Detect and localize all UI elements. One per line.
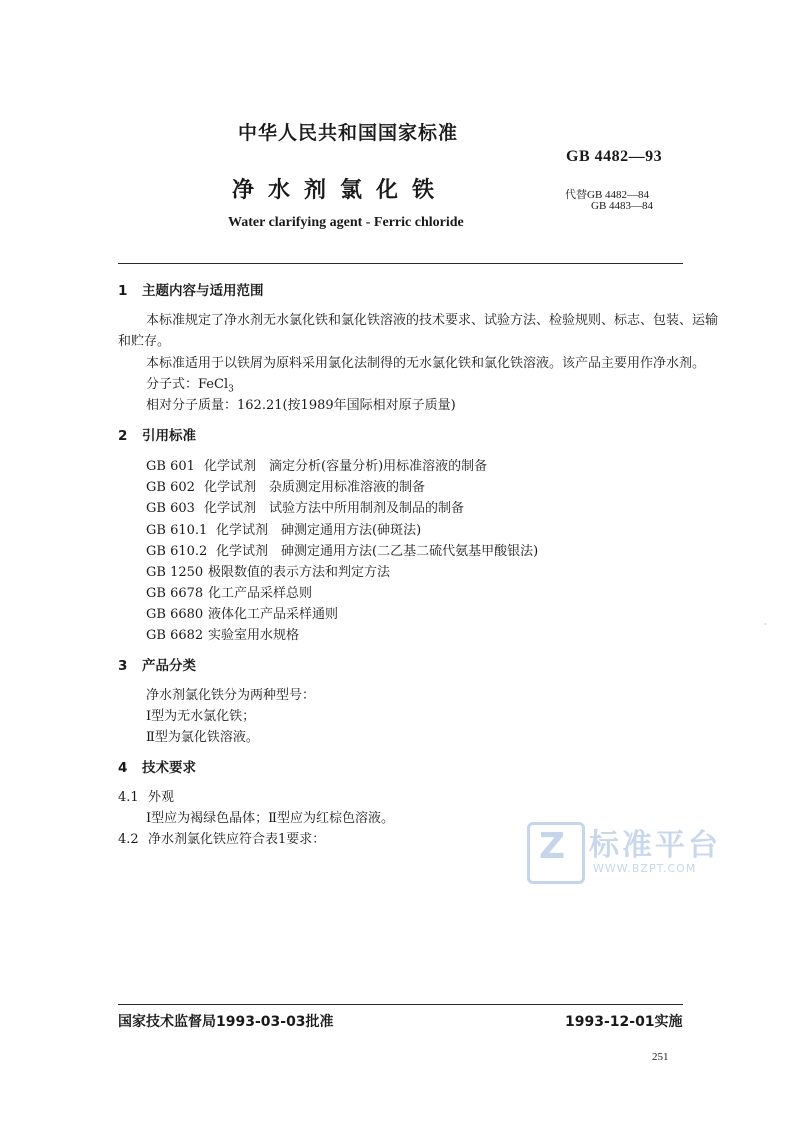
section-4-1-title: 外观 bbox=[148, 790, 175, 805]
formula-label: 分子式：FeCl bbox=[146, 377, 229, 392]
section-1-title: 主题内容与适用范围 bbox=[142, 283, 264, 299]
reference-code: GB 610.2 bbox=[146, 544, 208, 559]
page-number: 251 bbox=[652, 1051, 669, 1063]
section-4-2-line bbox=[118, 828, 325, 847]
section-2-number: 2 bbox=[118, 428, 128, 444]
section-3-paragraph-1: 净水剂氯化铁分为两种型号： bbox=[146, 688, 316, 703]
section-4-2-text: 净水剂氯化铁应符合表1要求： bbox=[148, 832, 326, 847]
top-divider bbox=[118, 263, 683, 264]
section-4-heading bbox=[118, 756, 196, 776]
reference-code: GB 1250 bbox=[146, 565, 204, 580]
watermark-letter: Z bbox=[539, 826, 566, 867]
reference-item bbox=[146, 519, 421, 538]
reference-code: GB 602 bbox=[146, 480, 195, 495]
watermark-text: 标准平台 bbox=[589, 828, 721, 863]
reference-text: 化学试剂 试验方法中所用制剂及制品的制备 bbox=[204, 501, 465, 516]
reference-item bbox=[146, 476, 425, 495]
approval-line: 国家技术监督局1993-03-03批准 bbox=[118, 1014, 334, 1030]
watermark-url: WWW.BZPT.COM bbox=[593, 862, 697, 875]
standard-code: GB 4482—93 bbox=[566, 148, 663, 165]
reference-text: 极限数值的表示方法和判定方法 bbox=[208, 565, 391, 580]
reference-item bbox=[146, 455, 487, 474]
section-3-number: 3 bbox=[118, 658, 128, 674]
reference-text: 化工产品采样总则 bbox=[208, 586, 313, 601]
reference-text: 化学试剂 砷测定通用方法(二乙基二硫代氨基甲酸银法) bbox=[216, 544, 539, 559]
formula-subscript: 3 bbox=[228, 384, 234, 395]
reference-text: 液体化工产品采样通则 bbox=[208, 607, 339, 622]
reference-text: 化学试剂 滴定分析(容量分析)用标准溶液的制备 bbox=[204, 459, 488, 474]
section-4-number: 4 bbox=[118, 760, 128, 776]
section-2-title: 引用标准 bbox=[142, 428, 196, 444]
reference-code: GB 610.1 bbox=[146, 523, 208, 538]
reference-item bbox=[146, 497, 464, 516]
molecular-mass: 相对分子质量：162.21(按1989年国际相对原子质量) bbox=[146, 398, 456, 413]
reference-code: GB 6682 bbox=[146, 628, 204, 643]
bottom-divider bbox=[118, 1004, 683, 1005]
section-4-1-text: Ⅰ型应为褐绿色晶体；Ⅱ型应为红棕色溶液。 bbox=[146, 811, 394, 826]
reference-code: GB 6680 bbox=[146, 607, 204, 622]
reference-item bbox=[146, 624, 299, 643]
section-4-2-number: 4.2 bbox=[118, 832, 139, 847]
reference-code: GB 6678 bbox=[146, 586, 204, 601]
section-4-1-heading bbox=[118, 786, 174, 805]
reference-item bbox=[146, 603, 338, 622]
section-1-paragraph-1a: 本标准规定了净水剂无水氯化铁和氯化铁溶液的技术要求、试验方法、检验规则、标志、包装、运输 bbox=[146, 313, 719, 328]
replaces-line-1: 代替GB 4482—84 bbox=[565, 189, 650, 201]
implementation-line: 1993-12-01实施 bbox=[565, 1014, 683, 1030]
reference-item bbox=[146, 561, 390, 580]
section-3-paragraph-2: Ⅰ型为无水氯化铁； bbox=[146, 709, 256, 724]
molecular-formula bbox=[146, 373, 234, 395]
section-1-paragraph-1b: 和贮存。 bbox=[118, 334, 171, 349]
section-3-heading bbox=[118, 654, 196, 674]
title-chinese: 净水剂氯化铁 bbox=[232, 178, 449, 203]
reference-text: 化学试剂 砷测定通用方法(砷斑法) bbox=[216, 523, 422, 538]
reference-item bbox=[146, 582, 312, 601]
reference-text: 化学试剂 杂质测定用标准溶液的制备 bbox=[204, 480, 426, 495]
section-4-1-number: 4.1 bbox=[118, 790, 139, 805]
reference-code: GB 601 bbox=[146, 459, 195, 474]
section-3-paragraph-3: Ⅱ型为氯化铁溶液。 bbox=[146, 730, 259, 745]
national-standard-heading: 中华人民共和国国家标准 bbox=[238, 122, 459, 144]
title-english: Water clarifying agent - Ferric chloride bbox=[228, 215, 464, 230]
watermark-logo bbox=[527, 818, 747, 888]
reference-item bbox=[146, 540, 538, 559]
section-3-title: 产品分类 bbox=[142, 658, 196, 674]
section-4-title: 技术要求 bbox=[142, 760, 196, 776]
tiny-mark: · bbox=[764, 620, 767, 629]
section-2-heading bbox=[118, 424, 196, 444]
section-1-heading bbox=[118, 279, 264, 299]
reference-text: 实验室用水规格 bbox=[208, 628, 300, 643]
section-1-number: 1 bbox=[118, 283, 128, 299]
replaces-line-2: GB 4483—84 bbox=[591, 200, 654, 212]
reference-code: GB 603 bbox=[146, 501, 195, 516]
section-1-paragraph-2: 本标准适用于以铁屑为原料采用氯化法制得的无水氯化铁和氯化铁溶液。该产品主要用作净水剂。 bbox=[146, 356, 706, 371]
